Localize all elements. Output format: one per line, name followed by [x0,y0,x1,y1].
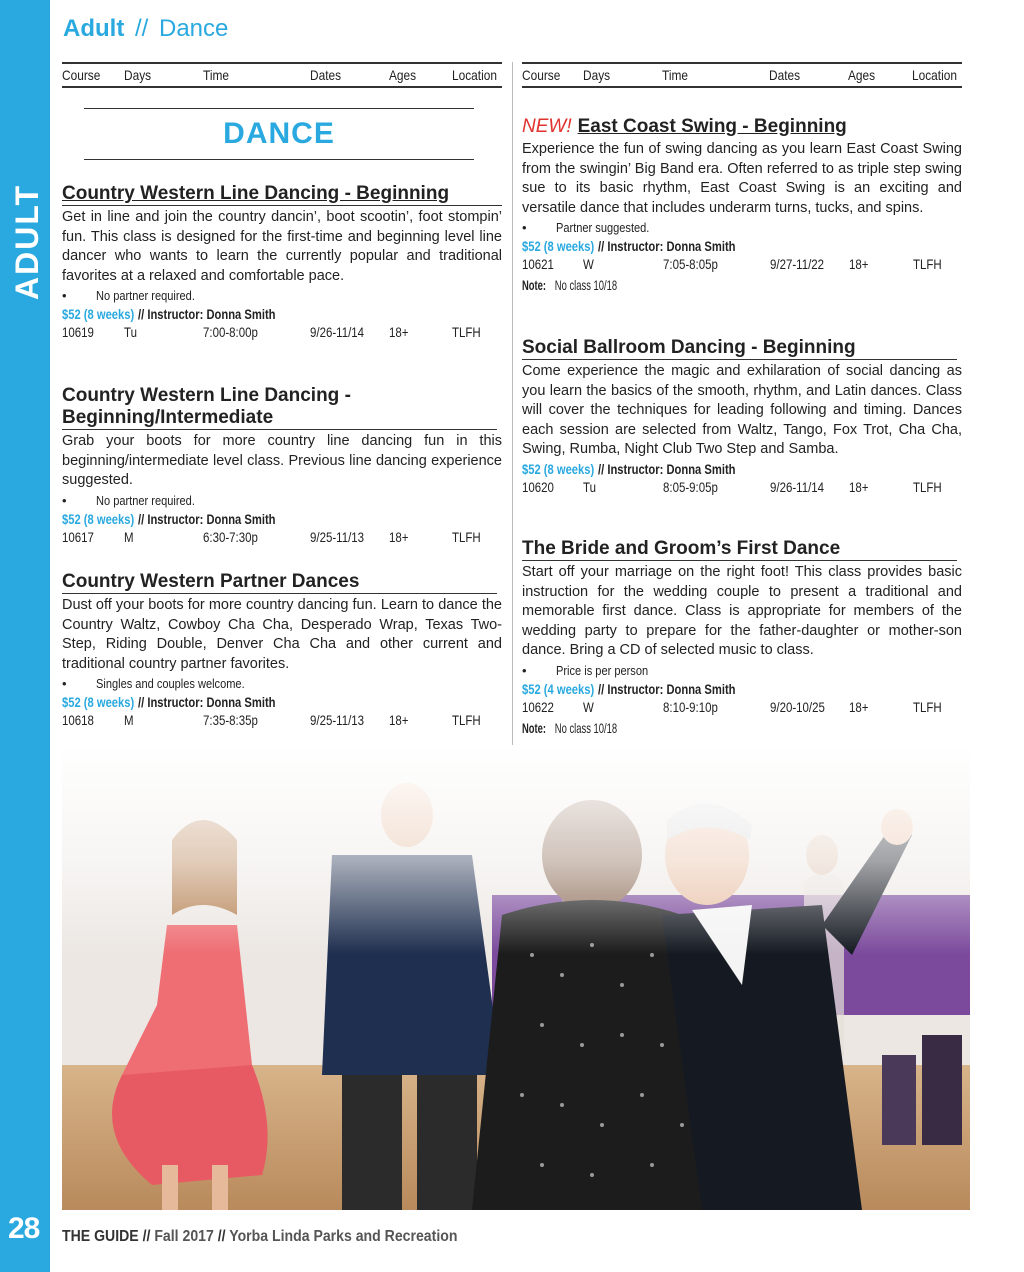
dance-class-photo [62,745,970,1210]
course-title: Social Ballroom Dancing - Beginning [522,337,957,360]
footer-separator: // [142,1228,151,1245]
header-subsection: Dance [159,15,229,42]
col-location: Location [912,67,957,83]
course-title: The Bride and Groom’s First Dance [522,538,957,561]
course-price-line: $52 (8 weeks) // Instructor: Donna Smith [522,460,736,477]
course-note: Note: No class 10/18 [522,719,617,736]
course-title: Country Western Line Dancing - Beginning/Intermediate [62,385,497,430]
course-description: Start off your marriage on the right foot! This class provides basic instruction for the wedding couple to present a traditional and memorable first dance. Class is appropriate for members of the wedding party to prepare for the father-daughter or mother-son dance. Bring a CD of selected music to class. [522,564,962,659]
course-bullet: • Partner suggested. [522,220,650,236]
course-description: Experience the fun of swing dancing as you learn East Coast Swing from the swingin’ Big Band era. Often referred to as triple step swing sue to its basic rhythm, East Coast Swing is an exciting and versatile dance that includes underarm turns, tucks, and spins. [522,141,962,216]
course-price-line: $52 (4 weeks) // Instructor: Donna Smith [522,680,736,697]
course-note: Note: No class 10/18 [522,277,617,294]
page-header [63,15,228,43]
col-days: Days [124,67,152,83]
course-bullet: • No partner required. [62,492,195,508]
course-description: Come experience the magic and exhilaration of social dancing as you learn the basics of the smooth, rhythm, and Latin dances. Class will cover the techniques for leading following and timing. Dances each session are selected from Waltz, Tango, Fox Trot, Cha Cha, Swing, Rumba, Night Club Two Step and Samba. [522,363,962,458]
col-dates: Dates [769,67,801,83]
course-schedule-row: 10622 W 8:10-9:10p 9/20-10/25 18+ TLFH [522,698,942,715]
course-description: Grab your boots for more country line dancing fun in this beginning/intermediate level class. Previous line dancing experience suggested. [62,433,502,489]
column-divider [512,62,513,752]
course-description: Dust off your boots for more country dancing fun. Learn to dance the Country Waltz, Cowboy Cha Cha, Desperado Wrap, Texas Two-Step, Riding Double, Denver Cha Cha and other current and traditional country partner favorites. [62,597,502,672]
sidebar-band [0,0,50,1272]
course-block [522,337,962,499]
col-dates: Dates [310,67,342,83]
course-schedule-row: 10619 Tu 7:00-8:00p 9/26-11/14 18+ TLFH [62,324,481,341]
footer-separator: // [217,1228,226,1245]
col-ages: Ages [848,67,876,83]
course-block [62,571,502,732]
col-course: Course [522,67,561,83]
col-days: Days [583,67,611,83]
course-schedule-row: 10618 M 7:35-8:35p 9/25-11/13 18+ TLFH [62,712,481,729]
header-section: Adult [63,15,125,42]
footer-season: Fall 2017 [154,1228,214,1245]
course-price-line: $52 (8 weeks) // Instructor: Donna Smith [522,238,736,255]
course-block [62,183,502,344]
col-course: Course [62,67,101,83]
course-schedule-row: 10621 W 7:05-8:05p 9/27-11/22 18+ TLFH [522,256,942,273]
footer-guide: THE GUIDE [62,1228,139,1245]
col-location: Location [452,67,497,83]
course-block [522,116,962,295]
col-time: Time [203,67,230,83]
course-price-line: $52 (8 weeks) // Instructor: Donna Smith [62,694,276,711]
course-block [62,385,502,549]
header-separator: // [134,15,149,42]
course-schedule-row: 10617 M 6:30-7:30p 9/25-11/13 18+ TLFH [62,528,481,545]
course-bullet: • Singles and couples welcome. [62,676,245,692]
course-block [522,538,962,738]
column-header-right [522,62,962,88]
page-number: 28 [8,1212,40,1245]
course-title: Country Western Partner Dances [62,571,497,594]
col-time: Time [662,67,689,83]
course-price-line: $52 (8 weeks) // Instructor: Donna Smith [62,306,276,323]
course-title: NEW! East Coast Swing - Beginning [522,116,847,137]
page-footer [62,1228,457,1246]
course-schedule-row: 10620 Tu 8:05-9:05p 9/26-11/14 18+ TLFH [522,478,942,495]
course-bullet: • Price is per person [522,662,649,678]
footer-org: Yorba Linda Parks and Recreation [229,1228,458,1245]
col-ages: Ages [389,67,417,83]
new-badge: NEW! [522,116,572,137]
course-bullet: • No partner required. [62,288,195,304]
section-vertical-label: ADULT [9,183,45,300]
dance-section-title: DANCE [84,108,474,160]
course-title: Country Western Line Dancing - Beginning [62,183,502,206]
course-description: Get in line and join the country dancin’, boot scootin’, foot stompin’ fun. This class is designed for the first-time and beginning level line dancer who wants to learn the currently popular and traditional favorites at a relaxed and comfortable pace. [62,209,502,284]
course-price-line: $52 (8 weeks) // Instructor: Donna Smith [62,510,276,527]
column-header-left [62,62,502,88]
